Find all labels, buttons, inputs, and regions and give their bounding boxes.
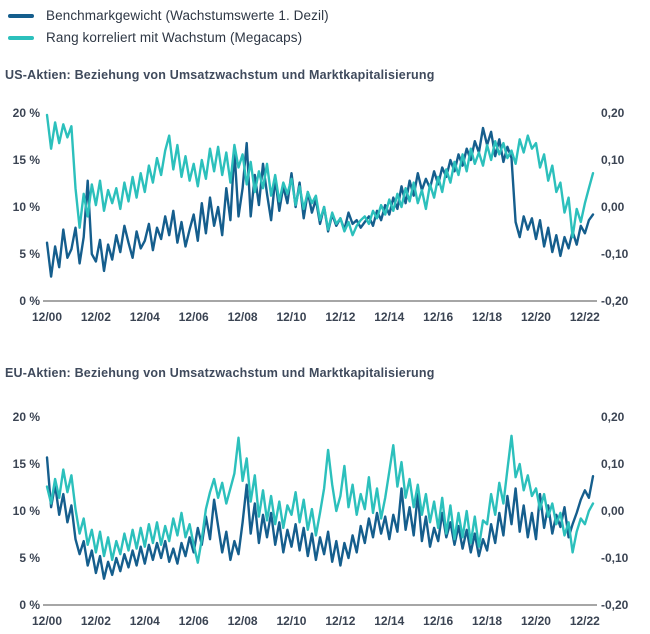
x-axis-tick-label: 12/18 (472, 310, 503, 324)
right-axis-tick-label: -0,20 (601, 294, 629, 308)
left-axis-tick-label: 0 % (19, 598, 40, 612)
x-axis-tick-label: 12/16 (423, 310, 454, 324)
series-line-rank-correlation (47, 115, 593, 237)
left-axis-tick-label: 0 % (19, 294, 40, 308)
right-axis-tick-label: -0,10 (601, 551, 629, 565)
left-axis-tick-label: 20 % (12, 410, 40, 424)
left-axis-tick-label: 20 % (12, 106, 40, 120)
x-axis-tick-label: 12/08 (227, 614, 258, 628)
x-axis-tick-label: 12/16 (423, 614, 454, 628)
left-axis-tick-label: 10 % (12, 504, 40, 518)
x-axis-tick-label: 12/10 (276, 310, 307, 324)
x-axis-tick-label: 12/20 (520, 310, 551, 324)
right-axis-tick-label: 0,20 (601, 410, 625, 424)
right-axis-tick-label: -0,20 (601, 598, 629, 612)
us-chart (0, 97, 650, 337)
x-axis-tick-label: 12/06 (178, 310, 209, 324)
x-axis-tick-label: 12/08 (227, 310, 258, 324)
x-axis-tick-label: 12/00 (31, 310, 63, 324)
left-axis-tick-label: 10 % (12, 200, 40, 214)
x-axis-tick-label: 12/10 (276, 614, 307, 628)
right-axis-tick-label: 0,10 (601, 153, 625, 167)
right-axis-tick-label: 0,00 (601, 200, 625, 214)
us-chart-title: US-Aktien: Beziehung von Umsatzwachstum und Marktkapitalisierung (5, 68, 435, 82)
left-axis-tick-label: 15 % (12, 153, 40, 167)
legend (8, 8, 329, 45)
blue-line-swatch-icon (8, 14, 34, 18)
x-axis-tick-label: 12/22 (569, 614, 600, 628)
x-axis-tick-label: 12/00 (31, 614, 63, 628)
right-axis-tick-label: -0,10 (601, 247, 629, 261)
eu-chart (0, 401, 650, 634)
left-axis-tick-label: 5 % (19, 247, 40, 261)
teal-line-swatch-icon (8, 36, 34, 40)
x-axis-tick-label: 12/06 (178, 614, 209, 628)
x-axis-tick-label: 12/18 (472, 614, 503, 628)
x-axis-tick-label: 12/12 (325, 614, 356, 628)
x-axis-tick-label: 12/22 (569, 310, 600, 324)
left-axis-tick-label: 15 % (12, 457, 40, 471)
x-axis-tick-label: 12/12 (325, 310, 356, 324)
right-axis-tick-label: 0,10 (601, 457, 625, 471)
legend-label: Rang korreliert mit Wachstum (Megacaps) (46, 30, 303, 45)
legend-label: Benchmarkgewicht (Wachstumswerte 1. Dezil) (46, 8, 329, 23)
eu-chart-title: EU-Aktien: Beziehung von Umsatzwachstum und Marktkapitalisierung (5, 366, 435, 380)
right-axis-tick-label: 0,20 (601, 106, 625, 120)
x-axis-tick-label: 12/14 (374, 614, 405, 628)
x-axis-tick-label: 12/02 (80, 310, 111, 324)
x-axis-tick-label: 12/02 (80, 614, 111, 628)
right-axis-tick-label: 0,00 (601, 504, 625, 518)
legend-item-rank-correlation (8, 30, 329, 45)
left-axis-tick-label: 5 % (19, 551, 40, 565)
x-axis-tick-label: 12/04 (129, 614, 160, 628)
x-axis-tick-label: 12/04 (129, 310, 160, 324)
x-axis-tick-label: 12/20 (520, 614, 551, 628)
x-axis-tick-label: 12/14 (374, 310, 405, 324)
legend-item-benchmark-weight (8, 8, 329, 23)
